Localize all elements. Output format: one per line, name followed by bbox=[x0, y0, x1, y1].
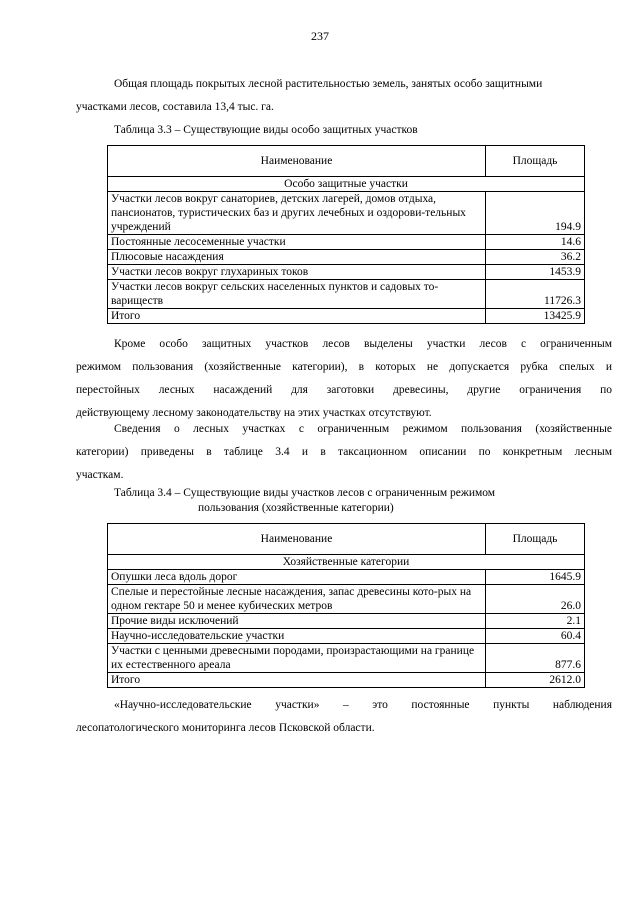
total-area: 2612.0 bbox=[486, 673, 585, 688]
table-row bbox=[108, 250, 585, 265]
paragraph-total-area: Общая площадь покрытых лесной растительностью земель, занятых особо защитными участками лесов, составила 13,4 тыс. га. bbox=[76, 78, 543, 113]
total-label: Итого bbox=[108, 309, 486, 324]
table-3-4 bbox=[107, 523, 585, 688]
table-row bbox=[108, 235, 585, 250]
section-title: Особо защитные участки bbox=[108, 177, 585, 192]
column-header-area: Площадь bbox=[486, 146, 585, 177]
table-row bbox=[108, 614, 585, 629]
table-row bbox=[108, 585, 585, 614]
column-header-name: Наименование bbox=[108, 146, 486, 177]
total-label: Итого bbox=[108, 673, 486, 688]
row-area: 60.4 bbox=[486, 629, 585, 644]
table-header-row bbox=[108, 146, 585, 177]
row-name: Участки лесов вокруг глухариных токов bbox=[108, 265, 486, 280]
section-title: Хозяйственные категории bbox=[108, 555, 585, 570]
paragraph-research-plots: «Научно-исследовательские участки» – это постоянные пункты наблюдения лесопатологического мониторинга лесов Псковской области. bbox=[76, 699, 612, 734]
table-3-3 bbox=[107, 145, 585, 324]
table-row bbox=[108, 280, 585, 309]
table-3-4-caption: Таблица 3.4 – Существующие виды участков лесов с ограниченным режимом пользования (хозяйственные категории) bbox=[114, 487, 496, 514]
total-area: 13425.9 bbox=[486, 309, 585, 324]
paragraph-restricted-regime: Кроме особо защитных участков лесов выделены участки лесов с ограниченным режимом пользования (хозяйственные категории), в которых не допускается рубка спелых и перестойных лесных насаждений для заготовки древесины, другие ограничения по действующему лесному законодательству на этих участках отсутствуют. bbox=[76, 338, 612, 419]
table-row bbox=[108, 644, 585, 673]
row-area: 14.6 bbox=[486, 235, 585, 250]
row-area: 877.6 bbox=[486, 644, 585, 673]
row-name: Научно-исследовательские участки bbox=[108, 629, 486, 644]
row-area: 11726.3 bbox=[486, 280, 585, 309]
table-total-row bbox=[108, 673, 585, 688]
row-name: Участки лесов вокруг санаториев, детских лагерей, домов отдыха, пансионатов, туристических баз и других лечебных и оздорови-тельных учреждений bbox=[108, 192, 486, 235]
row-name: Постоянные лесосеменные участки bbox=[108, 235, 486, 250]
table-section-row bbox=[108, 555, 585, 570]
page-number: 237 bbox=[311, 29, 329, 43]
row-name: Плюсовые насаждения bbox=[108, 250, 486, 265]
column-header-name: Наименование bbox=[108, 524, 486, 555]
row-name: Участки лесов вокруг сельских населенных пунктов и садовых то-вариществ bbox=[108, 280, 486, 309]
row-name: Прочие виды исключений bbox=[108, 614, 486, 629]
paragraph-info-sources: Сведения о лесных участках с ограниченным режимом пользования (хозяйственные категории) приведены в таблице 3.4 и в таксационном описании по конкретным лесным участкам. bbox=[76, 423, 612, 481]
row-area: 26.0 bbox=[486, 585, 585, 614]
row-area: 1645.9 bbox=[486, 570, 585, 585]
row-area: 2.1 bbox=[486, 614, 585, 629]
row-name: Опушки леса вдоль дорог bbox=[108, 570, 486, 585]
row-area: 36.2 bbox=[486, 250, 585, 265]
table-3-3-caption: Таблица 3.3 – Существующие виды особо защитных участков bbox=[114, 124, 418, 136]
table-section-row bbox=[108, 177, 585, 192]
table-row bbox=[108, 570, 585, 585]
table-header-row bbox=[108, 524, 585, 555]
row-area: 1453.9 bbox=[486, 265, 585, 280]
row-name: Спелые и перестойные лесные насаждения, запас древесины кото-рых на одном гектаре 50 и менее кубических метров bbox=[108, 585, 486, 614]
table-row bbox=[108, 265, 585, 280]
column-header-area: Площадь bbox=[486, 524, 585, 555]
table-total-row bbox=[108, 309, 585, 324]
table-row bbox=[108, 192, 585, 235]
row-name: Участки с ценными древесными породами, произрастающими на границе их естественного ареала bbox=[108, 644, 486, 673]
row-area: 194.9 bbox=[486, 192, 585, 235]
table-row bbox=[108, 629, 585, 644]
